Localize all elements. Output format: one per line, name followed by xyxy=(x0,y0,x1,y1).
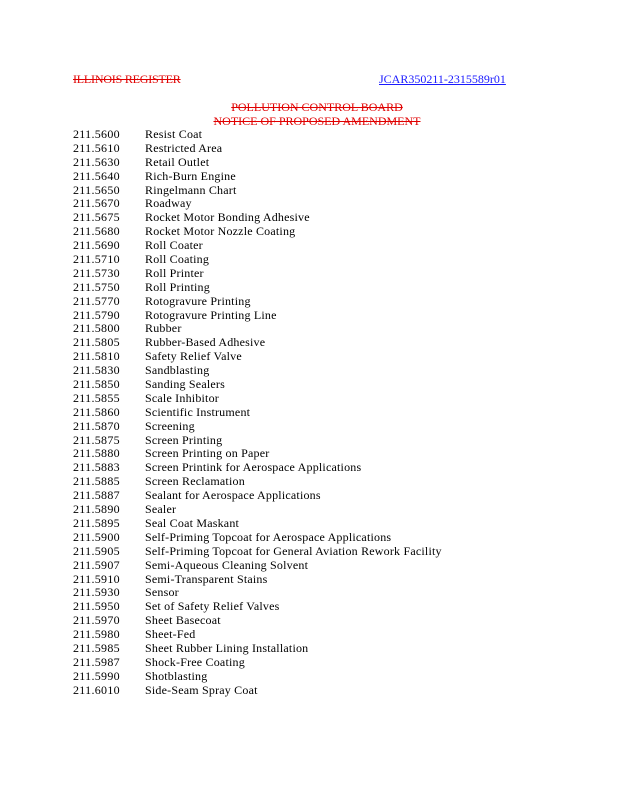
section-row xyxy=(73,128,442,142)
section-row xyxy=(73,531,442,545)
section-number: 211.5880 xyxy=(73,446,120,461)
section-number: 211.5930 xyxy=(73,585,120,600)
section-row xyxy=(73,322,442,336)
section-row xyxy=(73,364,442,378)
section-number: 211.5895 xyxy=(73,515,120,530)
section-row xyxy=(73,628,442,642)
section-row xyxy=(73,600,442,614)
section-term: Scale Inhibitor xyxy=(145,390,219,405)
section-term: Roll Coating xyxy=(145,252,210,267)
section-number: 211.5905 xyxy=(73,543,120,558)
section-number: 211.5883 xyxy=(73,460,120,475)
section-row xyxy=(73,434,442,448)
section-term: Resist Coat xyxy=(145,127,203,141)
section-number: 211.5805 xyxy=(73,335,120,350)
section-row xyxy=(73,461,442,475)
section-number: 211.5810 xyxy=(73,349,120,364)
section-number: 211.5907 xyxy=(73,557,120,572)
section-term: Scientific Instrument xyxy=(145,404,251,419)
section-number: 211.5610 xyxy=(73,140,120,155)
register-title: ILLINOIS REGISTER xyxy=(73,72,181,86)
section-number: 211.5600 xyxy=(73,127,120,141)
section-row xyxy=(73,656,442,670)
section-term: Sealer xyxy=(145,502,177,517)
section-list xyxy=(73,128,442,698)
section-row xyxy=(73,586,442,600)
section-row xyxy=(73,378,442,392)
section-term: Roll Printing xyxy=(145,279,210,294)
section-number: 211.5830 xyxy=(73,363,120,378)
section-number: 211.5650 xyxy=(73,182,120,197)
section-number: 211.6010 xyxy=(73,682,120,697)
section-row xyxy=(73,253,442,267)
section-number: 211.5910 xyxy=(73,571,120,586)
section-row xyxy=(73,642,442,656)
section-row xyxy=(73,211,442,225)
section-term: Rubber-Based Adhesive xyxy=(145,335,266,350)
section-row xyxy=(73,573,442,587)
section-number: 211.5640 xyxy=(73,168,120,183)
section-term: Ringelmann Chart xyxy=(145,182,237,197)
section-term: Screening xyxy=(145,418,195,433)
section-row xyxy=(73,225,442,239)
section-row xyxy=(73,475,442,489)
section-term: Retail Outlet xyxy=(145,154,210,169)
section-number: 211.5850 xyxy=(73,377,120,392)
section-number: 211.5710 xyxy=(73,252,120,267)
section-number: 211.5970 xyxy=(73,613,120,628)
section-term: Rubber xyxy=(145,321,182,336)
section-term: Sealant for Aerospace Applications xyxy=(145,488,321,503)
section-row xyxy=(73,350,442,364)
section-number: 211.5770 xyxy=(73,293,120,308)
section-row xyxy=(73,545,442,559)
section-row xyxy=(73,309,442,323)
section-term: Safety Relief Valve xyxy=(145,349,242,364)
section-number: 211.5750 xyxy=(73,279,120,294)
section-row xyxy=(73,184,442,198)
section-term: Set of Safety Relief Valves xyxy=(145,599,280,614)
agency-name: POLLUTION CONTROL BOARD xyxy=(231,100,403,114)
section-number: 211.5900 xyxy=(73,529,120,544)
section-term: Rocket Motor Nozzle Coating xyxy=(145,224,296,239)
section-term: Self-Priming Topcoat for General Aviation Rework Facility xyxy=(145,543,442,558)
section-row xyxy=(73,281,442,295)
section-term: Sheet-Fed xyxy=(145,627,196,642)
section-number: 211.5885 xyxy=(73,474,120,489)
section-row xyxy=(73,420,442,434)
section-row xyxy=(73,489,442,503)
section-term: Seal Coat Maskant xyxy=(145,515,240,530)
section-number: 211.5675 xyxy=(73,210,120,225)
section-row xyxy=(73,559,442,573)
section-number: 211.5630 xyxy=(73,154,120,169)
section-term: Self-Priming Topcoat for Aerospace Applications xyxy=(145,529,392,544)
section-row xyxy=(73,684,442,698)
section-term: Sensor xyxy=(145,585,179,600)
notice-title: NOTICE OF PROPOSED AMENDMENT xyxy=(213,114,421,128)
section-term: Roll Coater xyxy=(145,238,203,253)
section-term: Rotogravure Printing xyxy=(145,293,251,308)
section-term: Screen Printink for Aerospace Applications xyxy=(145,460,362,475)
section-number: 211.5875 xyxy=(73,432,120,447)
section-row xyxy=(73,447,442,461)
section-number: 211.5990 xyxy=(73,668,120,683)
section-term: Shotblasting xyxy=(145,668,208,683)
section-number: 211.5870 xyxy=(73,418,120,433)
section-number: 211.5887 xyxy=(73,488,120,503)
section-term: Sheet Rubber Lining Installation xyxy=(145,640,309,655)
section-number: 211.5980 xyxy=(73,627,120,642)
section-term: Semi-Transparent Stains xyxy=(145,571,268,586)
section-term: Rich-Burn Engine xyxy=(145,168,236,183)
section-row xyxy=(73,156,442,170)
section-row xyxy=(73,170,442,184)
section-term: Sandblasting xyxy=(145,363,210,378)
section-term: Sheet Basecoat xyxy=(145,613,221,628)
section-term: Rocket Motor Bonding Adhesive xyxy=(145,210,310,225)
section-row xyxy=(73,336,442,350)
section-row xyxy=(73,406,442,420)
section-row xyxy=(73,295,442,309)
section-term: Roadway xyxy=(145,196,192,211)
section-number: 211.5680 xyxy=(73,224,120,239)
section-number: 211.5790 xyxy=(73,307,120,322)
section-term: Semi-Aqueous Cleaning Solvent xyxy=(145,557,309,572)
section-term: Shock-Free Coating xyxy=(145,654,245,669)
section-number: 211.5987 xyxy=(73,654,120,669)
section-number: 211.5890 xyxy=(73,502,120,517)
section-number: 211.5730 xyxy=(73,265,120,280)
section-row xyxy=(73,392,442,406)
section-term: Roll Printer xyxy=(145,265,204,280)
section-term: Screen Printing on Paper xyxy=(145,446,270,461)
section-number: 211.5985 xyxy=(73,640,120,655)
section-row xyxy=(73,142,442,156)
section-number: 211.5855 xyxy=(73,390,120,405)
section-term: Restricted Area xyxy=(145,140,223,155)
section-row xyxy=(73,614,442,628)
section-number: 211.5690 xyxy=(73,238,120,253)
section-term: Rotogravure Printing Line xyxy=(145,307,277,322)
section-row xyxy=(73,517,442,531)
section-row xyxy=(73,239,442,253)
section-term: Screen Printing xyxy=(145,432,223,447)
jcar-reference-link[interactable]: JCAR350211-2315589r01 xyxy=(379,72,506,86)
section-row xyxy=(73,503,442,517)
section-term: Side-Seam Spray Coat xyxy=(145,682,258,697)
section-number: 211.5860 xyxy=(73,404,120,419)
section-number: 211.5670 xyxy=(73,196,120,211)
section-row xyxy=(73,197,442,211)
section-term: Sanding Sealers xyxy=(145,377,225,392)
section-row xyxy=(73,670,442,684)
section-number: 211.5800 xyxy=(73,321,120,336)
section-number: 211.5950 xyxy=(73,599,120,614)
section-row xyxy=(73,267,442,281)
section-term: Screen Reclamation xyxy=(145,474,245,489)
